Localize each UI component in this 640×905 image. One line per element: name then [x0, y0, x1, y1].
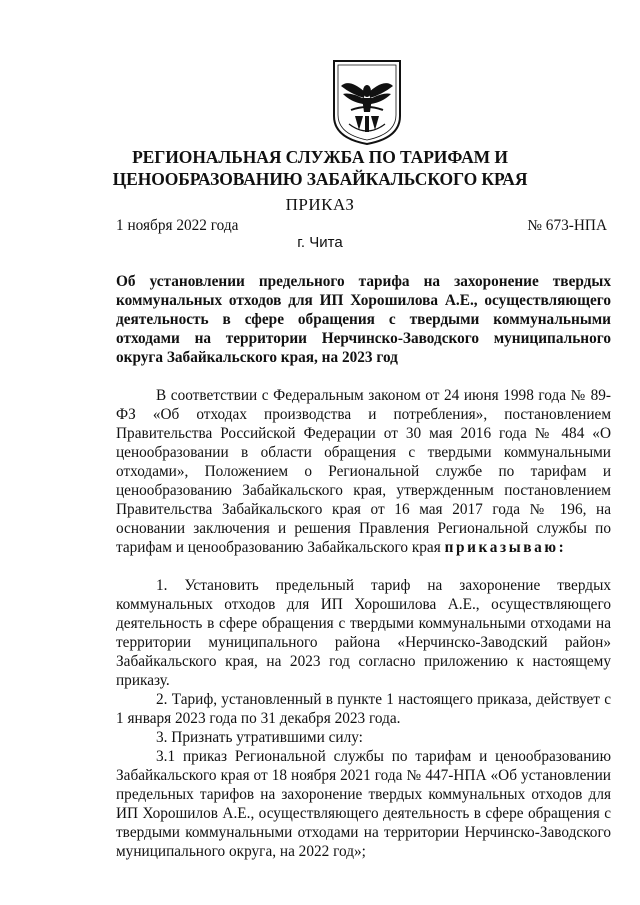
item-2: 2. Тариф, установленный в пункте 1 настоящего приказа, действует с 1 января 2023 года по 31 декабря 2023 года. [116, 691, 611, 727]
preamble-paragraph [116, 386, 611, 557]
org-title-line-1: РЕГИОНАЛЬНАЯ СЛУЖБА ПО ТАРИФАМ И [132, 147, 508, 167]
order-word: приказываю: [444, 539, 567, 556]
document-type: ПРИКАЗ [285, 195, 355, 214]
item-1: 1. Установить предельный тариф на захоронение твердых коммунальных отходов для ИП Хорошилова А.Е., осуществляющего деятельность в сфере обращения с твердыми коммунальными отходами на территории муниципального района «Нерчинско-Заводский район» Забайкальского края, на 2023 год согласно приложению к настоящему приказу. [116, 577, 611, 689]
paragraph-spacer [116, 557, 611, 576]
document-date: 1 ноября 2022 года [116, 217, 239, 234]
document-number: № 673-НПА [527, 217, 607, 234]
org-title-line-2: ЦЕНООБРАЗОВАНИЮ ЗАБАЙКАЛЬСКОГО КРАЯ [112, 169, 528, 189]
item-3-1: 3.1 приказ Региональной службы по тарифам и ценообразованию Забайкальского края от 18 ноября 2021 года № 447-НПА «Об установлении предельных тарифов на захоронение твердых коммунальных отходов для ИП Хорошилов А.Е., осуществляющего деятельность в сфере обращения с твердыми коммунальными отходами на территории Нерчинско-Заводского муниципального округа, на 2022 год»; [116, 748, 611, 860]
preamble-text: В соответствии с Федеральным законом от 24 июня 1998 года № 89-ФЗ «Об отходах производства и потребления», постановлением Правительства Российской Федерации от 30 мая 2016 года № 484 «О ценообразовании в области обращения с твердыми коммунальными отходами», Положением о Региональной службе по тарифам и ценообразованию Забайкальского края, утвержденным постановлением Правительства Забайкальского края от 16 мая 2017 года № 196, на основании заключения и решения Правления Региональной службы по тарифам и ценообразованию Забайкальского края [116, 387, 611, 556]
document-city: г. Чита [297, 234, 343, 251]
organization-title [0, 146, 640, 190]
coat-of-arms-icon [331, 58, 403, 146]
order-subject: Об установлении предельного тарифа на захоронение твердых коммунальных отходов для ИП Хорошилова А.Е., осуществляющего деятельность в сфере обращения с твердыми коммунальными отходами на территории Нерчинско-Заводского муниципального округа Забайкальского края, на 2023 год [116, 273, 611, 366]
item-3: 3. Признать утратившими силу: [156, 729, 363, 746]
document-body [116, 272, 611, 861]
